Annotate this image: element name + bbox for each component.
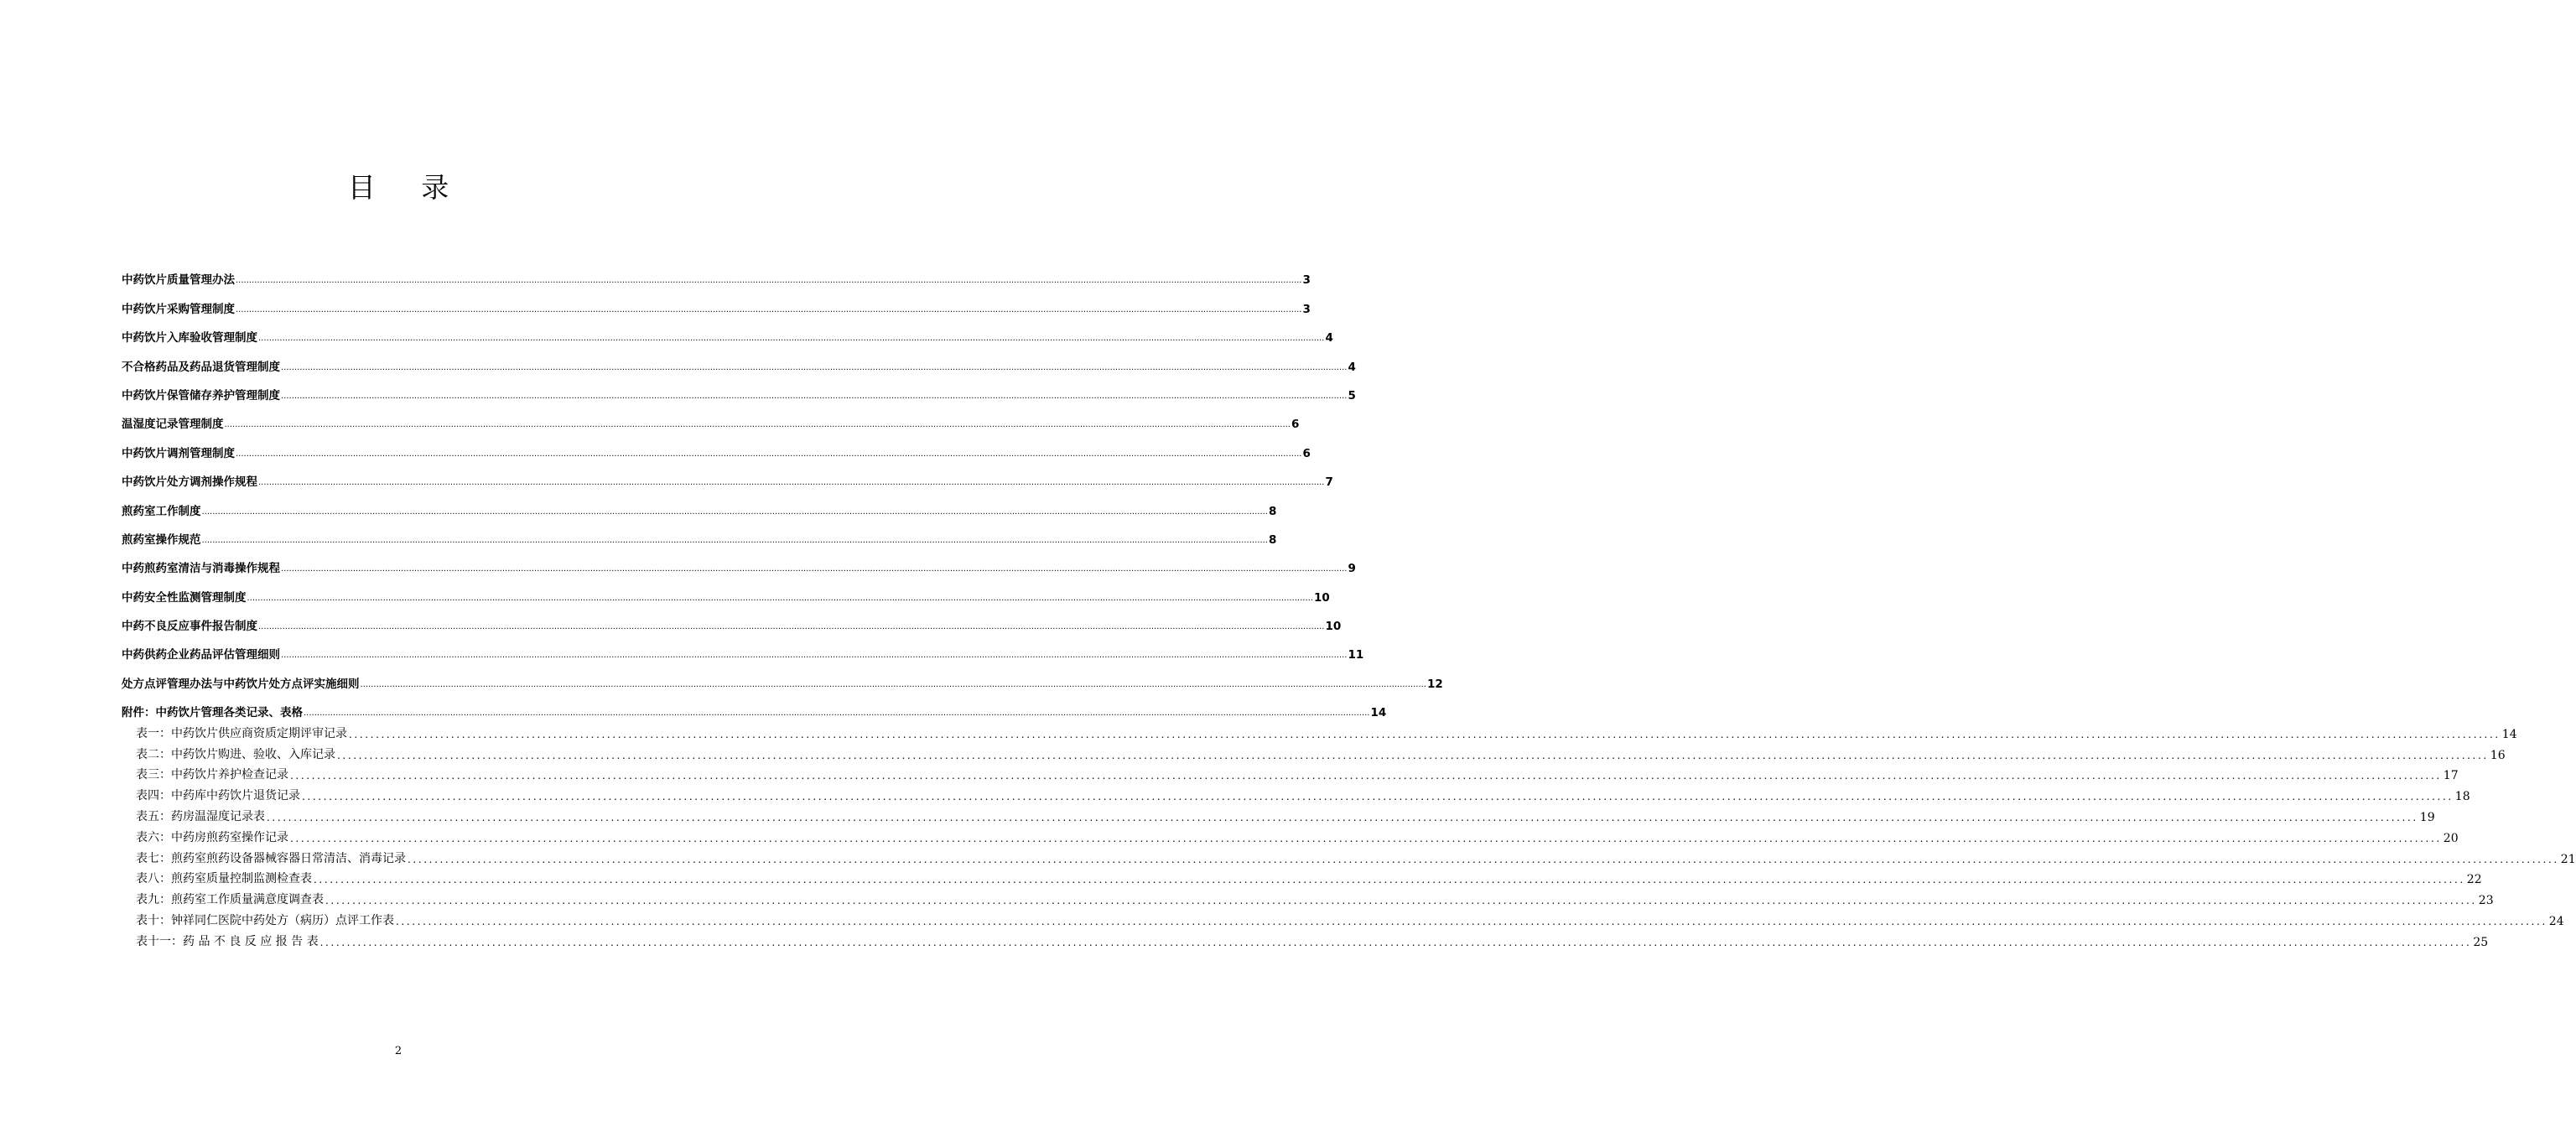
dot-leader: ................................................................................................................................................................................................................................................................................................................................................................................................................ <box>290 770 2442 782</box>
dot-leader: ................................................................................................................................................................................................................................................................................................................................................................................................................ <box>396 915 2547 927</box>
toc-sub-entry[interactable] <box>136 782 2470 804</box>
toc-sub-entry-label: 表六：中药房煎药室操作记录 <box>136 830 288 844</box>
toc-entry[interactable] <box>122 431 1311 460</box>
toc-entry-label: 中药饮片采购管理制度 <box>122 302 235 316</box>
toc-entry-page: 8 <box>1268 504 1277 518</box>
toc-sub-entry-page: 19 <box>2419 810 2435 824</box>
toc-entry-label: 中药饮片处方调剂操作规程 <box>122 475 257 490</box>
toc-entry[interactable] <box>122 547 1356 576</box>
toc-sub-entry-label: 表一：中药饮片供应商资质定期评审记录 <box>136 726 347 740</box>
toc-entry[interactable] <box>122 460 1333 490</box>
toc-entry[interactable] <box>122 345 1356 374</box>
toc-sub-entry-label: 表二：中药饮片购进、验收、入库记录 <box>136 747 335 761</box>
dot-leader: ................................................................................................................................................................................................................................................................................................................................................................................................................ <box>281 362 1348 372</box>
toc-sub-entry[interactable] <box>136 845 2576 866</box>
dot-leader: ................................................................................................................................................................................................................................................................................................................................................................................................................ <box>314 874 2465 886</box>
dot-leader: ................................................................................................................................................................................................................................................................................................................................................................................................................ <box>337 749 2489 761</box>
toc-sub-entry-page: 16 <box>2490 748 2506 762</box>
toc-sub-entry-page: 25 <box>2473 935 2489 949</box>
toc-sub-entry-page: 14 <box>2501 727 2517 741</box>
toc-entry-label: 煎药室操作规范 <box>122 532 201 547</box>
dot-leader: ................................................................................................................................................................................................................................................................................................................................................................................................................ <box>224 420 1291 430</box>
dot-leader: ................................................................................................................................................................................................................................................................................................................................................................................................................ <box>236 276 1302 286</box>
page-title: 目 录 <box>347 171 468 204</box>
dot-leader: ................................................................................................................................................................................................................................................................................................................................................................................................................ <box>281 651 1348 661</box>
toc-sub-entry[interactable] <box>136 928 2489 949</box>
toc-sub-entry-label: 表五：药房温湿度记录表 <box>136 809 265 823</box>
dot-leader: ................................................................................................................................................................................................................................................................................................................................................................................................................ <box>258 622 1325 632</box>
toc-entry-page: 7 <box>1325 475 1333 490</box>
toc-sub-entry-label: 表四：中药库中药饮片退货记录 <box>136 789 300 803</box>
toc-entry-label: 中药饮片质量管理办法 <box>122 273 235 288</box>
dot-leader: ................................................................................................................................................................................................................................................................................................................................................................................................................ <box>258 334 1325 344</box>
toc-entry[interactable] <box>122 518 1277 547</box>
dot-leader: ................................................................................................................................................................................................................................................................................................................................................................................................................ <box>201 535 1268 545</box>
toc-sub-entry-page: 24 <box>2548 914 2564 928</box>
dot-leader: ................................................................................................................................................................................................................................................................................................................................................................................................................ <box>247 593 1313 603</box>
toc-sub-entry-page: 22 <box>2466 873 2482 887</box>
toc-sub-entry[interactable] <box>136 824 2459 845</box>
toc-entry[interactable] <box>122 374 1356 402</box>
dot-leader: ................................................................................................................................................................................................................................................................................................................................................................................................................ <box>408 853 2559 865</box>
toc-entry[interactable] <box>122 662 1443 691</box>
dot-leader: ................................................................................................................................................................................................................................................................................................................................................................................................................ <box>349 728 2501 740</box>
dot-leader: ................................................................................................................................................................................................................................................................................................................................................................................................................ <box>319 936 2472 948</box>
toc-entry-page: 4 <box>1348 360 1356 374</box>
toc-entry-label: 煎药室工作制度 <box>122 504 201 518</box>
toc-sub-entry-page: 18 <box>2454 790 2470 804</box>
toc-sub-entry[interactable] <box>136 907 2564 928</box>
toc-main-list <box>122 258 1443 720</box>
dot-leader: ................................................................................................................................................................................................................................................................................................................................................................................................................ <box>236 449 1302 459</box>
toc-entry-page: 6 <box>1302 446 1311 460</box>
toc-entry-label: 中药饮片调剂管理制度 <box>122 446 235 460</box>
toc-attachment-list <box>136 720 2576 949</box>
toc-entry-label: 附件：中药饮片管理各类记录、表格 <box>122 706 303 720</box>
toc-entry-page: 3 <box>1302 273 1311 288</box>
toc-sub-entry[interactable] <box>136 803 2435 824</box>
toc-entry-page: 14 <box>1370 706 1387 720</box>
toc-entry[interactable] <box>122 489 1277 518</box>
toc-entry-page: 9 <box>1348 562 1356 576</box>
toc-entry-label: 温湿度记录管理制度 <box>122 418 224 432</box>
toc-entry[interactable] <box>122 287 1311 316</box>
dot-leader: ................................................................................................................................................................................................................................................................................................................................................................................................................ <box>302 791 2454 803</box>
dot-leader: ................................................................................................................................................................................................................................................................................................................................................................................................................ <box>360 679 1426 689</box>
toc-sub-entry-label: 表九：煎药室工作质量满意度调查表 <box>136 893 324 907</box>
toc-entry-label: 不合格药品及药品退货管理制度 <box>122 360 280 374</box>
toc-entry[interactable] <box>122 402 1300 432</box>
toc-sub-entry[interactable] <box>136 866 2482 887</box>
toc-entry-page: 11 <box>1348 648 1364 662</box>
dot-leader: ................................................................................................................................................................................................................................................................................................................................................................................................................ <box>281 391 1348 401</box>
toc-entry-page: 8 <box>1268 532 1277 547</box>
dot-leader: ................................................................................................................................................................................................................................................................................................................................................................................................................ <box>267 811 2418 823</box>
toc-sub-entry[interactable] <box>136 720 2517 741</box>
toc-entry[interactable] <box>122 691 1387 720</box>
toc-sub-entry-label: 表八：煎药室质量控制监测检查表 <box>136 872 312 886</box>
toc-sub-entry-label: 表三：中药饮片养护检查记录 <box>136 768 288 782</box>
toc-entry-page: 12 <box>1426 677 1443 691</box>
toc-entry-page: 5 <box>1348 388 1356 402</box>
dot-leader: ................................................................................................................................................................................................................................................................................................................................................................................................................ <box>281 564 1348 574</box>
toc-entry[interactable] <box>122 258 1311 288</box>
toc-entry-label: 中药供药企业药品评估管理细则 <box>122 648 280 662</box>
dot-leader: ................................................................................................................................................................................................................................................................................................................................................................................................................ <box>258 478 1325 488</box>
toc-entry[interactable] <box>122 316 1333 345</box>
toc-entry[interactable] <box>122 605 1342 634</box>
toc-sub-entry[interactable] <box>136 886 2494 908</box>
dot-leader: ................................................................................................................................................................................................................................................................................................................................................................................................................ <box>201 506 1268 517</box>
toc-sub-entry-page: 21 <box>2560 852 2576 866</box>
toc-entry-page: 3 <box>1302 302 1311 316</box>
dot-leader: ................................................................................................................................................................................................................................................................................................................................................................................................................ <box>325 895 2477 907</box>
toc-sub-entry[interactable] <box>136 762 2459 783</box>
toc-entry-label: 处方点评管理办法与中药饮片处方点评实施细则 <box>122 677 360 691</box>
toc-sub-entry-page: 20 <box>2443 831 2459 845</box>
toc-entry-page: 10 <box>1313 590 1330 605</box>
page-number: 2 <box>394 1045 402 1057</box>
toc-sub-entry-label: 表十一：药 品 不 良 反 应 报 告 表 <box>136 934 319 948</box>
toc-entry[interactable] <box>122 633 1364 662</box>
toc-entry-label: 中药饮片入库验收管理制度 <box>122 331 257 345</box>
dot-leader: ................................................................................................................................................................................................................................................................................................................................................................................................................ <box>290 832 2442 844</box>
toc-entry-label: 中药煎药室清洁与消毒操作规程 <box>122 562 280 576</box>
toc-entry-page: 10 <box>1325 620 1342 634</box>
toc-entry[interactable] <box>122 575 1330 605</box>
toc-sub-entry[interactable] <box>136 741 2506 762</box>
dot-leader: ................................................................................................................................................................................................................................................................................................................................................................................................................ <box>236 304 1302 314</box>
toc-sub-entry-label: 表七：煎药室煎药设备器械容器日常清洁、消毒记录 <box>136 851 406 865</box>
toc-entry-page: 4 <box>1325 331 1333 345</box>
toc-sub-entry-page: 23 <box>2478 894 2494 908</box>
dot-leader: ................................................................................................................................................................................................................................................................................................................................................................................................................ <box>304 709 1370 719</box>
toc-entry-label: 中药安全性监测管理制度 <box>122 590 247 605</box>
toc-entry-label: 中药饮片保管储存养护管理制度 <box>122 388 280 402</box>
toc-sub-entry-label: 表十：钟祥同仁医院中药处方（病历）点评工作表 <box>136 913 394 927</box>
toc-entry-label: 中药不良反应事件报告制度 <box>122 620 257 634</box>
toc-entry-page: 6 <box>1291 418 1300 432</box>
toc-sub-entry-page: 17 <box>2443 769 2459 783</box>
